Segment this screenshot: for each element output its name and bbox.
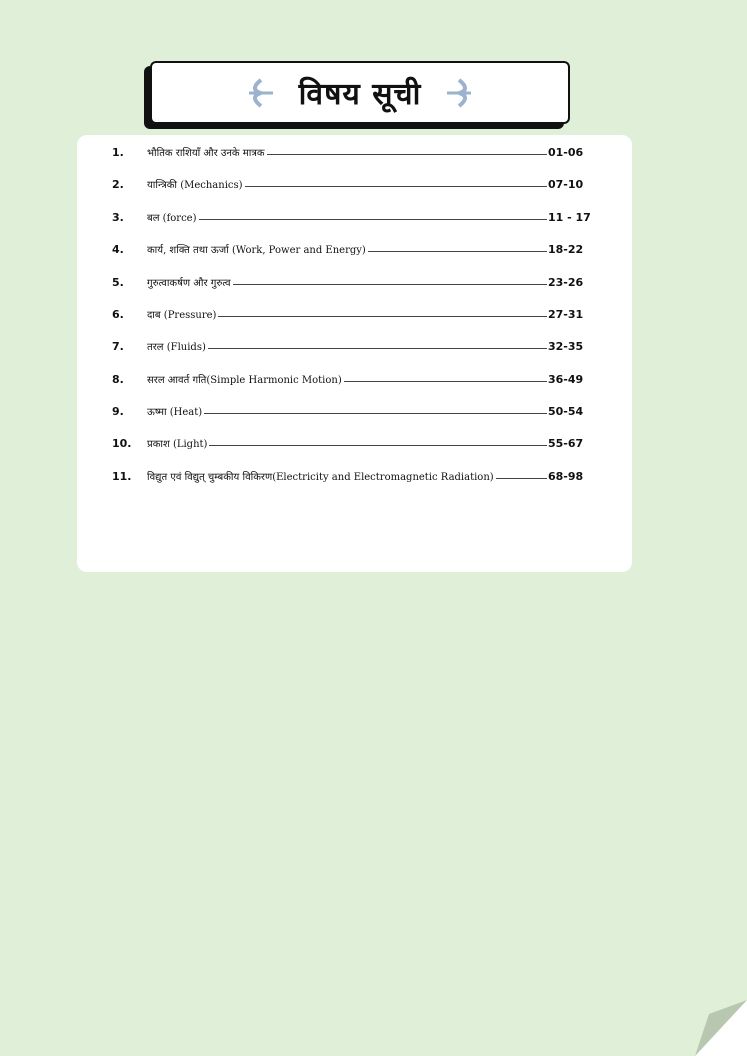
toc-number: 10. xyxy=(112,437,132,450)
toc-entry[interactable] xyxy=(77,400,632,420)
toc-label: सरल आवर्त गति(Simple Harmonic Motion) xyxy=(147,372,344,386)
toc-label: गुरुत्वाकर्षण और गुरुत्व xyxy=(147,275,233,289)
leader-line xyxy=(147,413,547,414)
toc-number: 9. xyxy=(112,405,124,418)
toc-pages: 23-26 xyxy=(548,276,584,289)
toc-pages: 01-06 xyxy=(548,146,584,159)
toc-number: 1. xyxy=(112,146,124,159)
toc-pages: 07-10 xyxy=(548,178,584,191)
title-box xyxy=(150,61,570,124)
toc-pages: 11 - 17 xyxy=(548,211,591,224)
ornament-right-icon xyxy=(445,78,473,108)
toc-number: 8. xyxy=(112,373,124,386)
toc-entry[interactable] xyxy=(77,335,632,355)
toc-pages: 50-54 xyxy=(548,405,584,418)
toc-label: ऊष्मा (Heat) xyxy=(147,404,204,418)
toc-pages: 18-22 xyxy=(548,243,584,256)
toc-label: भौतिक राशियाँ और उनके मात्रक xyxy=(147,145,267,159)
toc-pages: 36-49 xyxy=(548,373,584,386)
toc-label: विद्युत एवं विद्युत् चुम्बकीय विकिरण(Electricity and Electromagnetic Radiation) xyxy=(147,469,496,483)
page-curl-corner xyxy=(695,1000,747,1056)
toc-entry[interactable] xyxy=(77,271,632,291)
toc-number: 6. xyxy=(112,308,124,321)
toc-entry[interactable] xyxy=(77,465,632,485)
toc-label: बल (force) xyxy=(147,210,199,224)
toc-label: प्रकाश (Light) xyxy=(147,436,209,450)
toc-panel xyxy=(77,135,632,572)
page-title: विषय सूची xyxy=(298,77,422,112)
toc-entry[interactable] xyxy=(77,141,632,161)
toc-label: तरल (Fluids) xyxy=(147,339,208,353)
toc-pages: 32-35 xyxy=(548,340,584,353)
toc-label: यान्त्रिकी (Mechanics) xyxy=(147,177,245,191)
toc-pages: 55-67 xyxy=(548,437,584,450)
toc-entry[interactable] xyxy=(77,206,632,226)
toc-pages: 27-31 xyxy=(548,308,584,321)
toc-number: 2. xyxy=(112,178,124,191)
toc-label: कार्य, शक्ति तथा ऊर्जा (Work, Power and Energy) xyxy=(147,242,368,256)
leader-line xyxy=(147,219,547,220)
toc-entry[interactable] xyxy=(77,238,632,258)
toc-entry[interactable] xyxy=(77,368,632,388)
ornament-left-icon xyxy=(247,78,275,108)
toc-number: 3. xyxy=(112,211,124,224)
toc-number: 7. xyxy=(112,340,124,353)
toc-number: 5. xyxy=(112,276,124,289)
toc-pages: 68-98 xyxy=(548,470,584,483)
toc-label: दाब (Pressure) xyxy=(147,307,218,321)
toc-number: 11. xyxy=(112,470,132,483)
toc-entry[interactable] xyxy=(77,173,632,193)
toc-entry[interactable] xyxy=(77,432,632,452)
toc-entry[interactable] xyxy=(77,303,632,323)
toc-number: 4. xyxy=(112,243,124,256)
